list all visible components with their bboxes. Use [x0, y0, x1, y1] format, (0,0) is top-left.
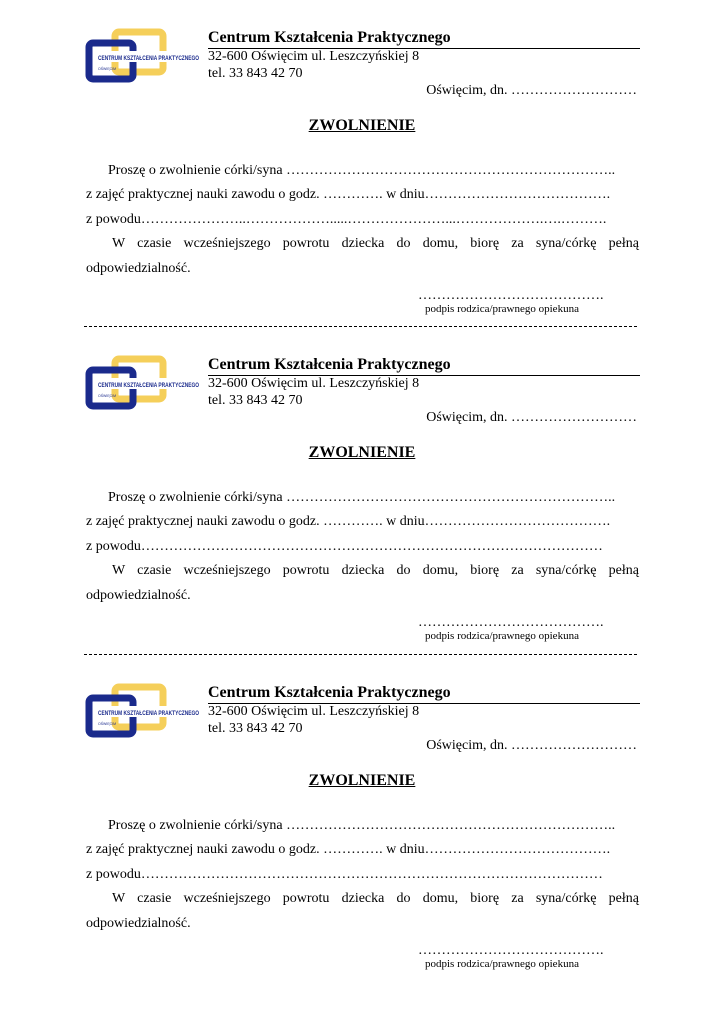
- signature-field[interactable]: ………………………………….: [418, 615, 604, 630]
- svg-text:CENTRUM KSZTAŁCENIA PRAKTYCZNE: CENTRUM KSZTAŁCENIA PRAKTYCZNEGO: [98, 55, 200, 62]
- reason-field[interactable]: z powodu…………………..……………….....…………………...……………….….……….: [86, 212, 607, 227]
- org-name: Centrum Kształcenia Praktycznego: [208, 28, 640, 49]
- org-name: Centrum Kształcenia Praktycznego: [208, 355, 640, 376]
- place-date-field[interactable]: Oświęcim, dn. ………………………: [426, 410, 637, 425]
- ckp-logo: [85, 356, 200, 410]
- place-date-field[interactable]: Oświęcim, dn. ………………………: [426, 738, 637, 753]
- cut-line-1: [84, 326, 637, 327]
- reason-field[interactable]: z powodu………………………………………………………………………………………: [86, 867, 603, 882]
- cut-line-2: [84, 654, 637, 655]
- place-date-field[interactable]: Oświęcim, dn. ………………………: [426, 83, 637, 98]
- responsibility-statement-end: odpowiedzialność.: [86, 916, 191, 931]
- responsibility-statement-end: odpowiedzialność.: [86, 261, 191, 276]
- child-name-field[interactable]: Proszę o zwolnienie córki/syna ……………………………………………………………..: [108, 490, 616, 505]
- org-phone: tel. 33 843 42 70: [208, 393, 303, 408]
- org-name: Centrum Kształcenia Praktycznego: [208, 683, 640, 704]
- release-slip-1: [0, 23, 724, 351]
- signature-field[interactable]: ………………………………….: [418, 943, 604, 958]
- svg-text:OŚWIĘCIM: OŚWIĘCIM: [98, 394, 117, 398]
- signature-caption: podpis rodzica/prawnego opiekuna: [425, 303, 579, 315]
- org-address: 32-600 Oświęcim ul. Leszczyńskiej 8: [208, 376, 420, 391]
- release-slip-2: [0, 350, 724, 678]
- svg-text:OŚWIĘCIM: OŚWIĘCIM: [98, 67, 117, 71]
- responsibility-statement-end: odpowiedzialność.: [86, 588, 191, 603]
- org-phone: tel. 33 843 42 70: [208, 721, 303, 736]
- reason-field[interactable]: z powodu………………………………………………………………………………………: [86, 539, 603, 554]
- responsibility-statement: W czasie wcześniejszego powrotu dziecka do domu, biorę za syna/córkę pełną: [112, 891, 639, 906]
- slip-title: ZWOLNIENIE: [308, 444, 416, 461]
- time-date-field[interactable]: z zajęć praktycznej nauki zawodu o godz. …………. w dniu………………………………….: [86, 842, 611, 857]
- time-date-field[interactable]: z zajęć praktycznej nauki zawodu o godz. …………. w dniu………………………………….: [86, 187, 611, 202]
- signature-caption: podpis rodzica/prawnego opiekuna: [425, 630, 579, 642]
- slip-title: ZWOLNIENIE: [308, 117, 416, 134]
- svg-text:CENTRUM KSZTAŁCENIA PRAKTYCZNE: CENTRUM KSZTAŁCENIA PRAKTYCZNEGO: [98, 382, 200, 389]
- responsibility-statement: W czasie wcześniejszego powrotu dziecka do domu, biorę za syna/córkę pełną: [112, 563, 639, 578]
- child-name-field[interactable]: Proszę o zwolnienie córki/syna ……………………………………………………………..: [108, 818, 616, 833]
- svg-text:OŚWIĘCIM: OŚWIĘCIM: [98, 722, 117, 726]
- org-address: 32-600 Oświęcim ul. Leszczyńskiej 8: [208, 704, 420, 719]
- slip-title: ZWOLNIENIE: [308, 772, 416, 789]
- child-name-field[interactable]: Proszę o zwolnienie córki/syna ……………………………………………………………..: [108, 163, 616, 178]
- svg-text:CENTRUM KSZTAŁCENIA PRAKTYCZNE: CENTRUM KSZTAŁCENIA PRAKTYCZNEGO: [98, 710, 200, 717]
- time-date-field[interactable]: z zajęć praktycznej nauki zawodu o godz. …………. w dniu………………………………….: [86, 514, 611, 529]
- org-phone: tel. 33 843 42 70: [208, 66, 303, 81]
- org-address: 32-600 Oświęcim ul. Leszczyńskiej 8: [208, 49, 420, 64]
- responsibility-statement: W czasie wcześniejszego powrotu dziecka do domu, biorę za syna/córkę pełną: [112, 236, 639, 251]
- ckp-logo: [85, 684, 200, 738]
- ckp-logo: [85, 29, 200, 83]
- release-slip-3: [0, 678, 724, 1006]
- signature-caption: podpis rodzica/prawnego opiekuna: [425, 958, 579, 970]
- signature-field[interactable]: ………………………………….: [418, 288, 604, 303]
